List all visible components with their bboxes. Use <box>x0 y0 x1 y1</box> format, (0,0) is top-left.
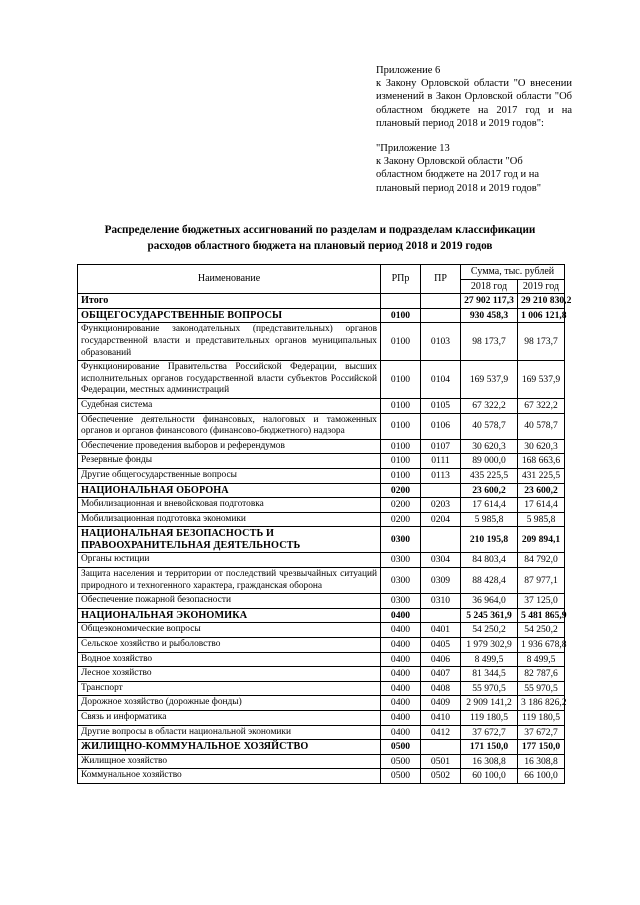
row-amount-2018-cell: 2 909 141,2 <box>461 696 518 711</box>
row-pr-cell: 0105 <box>421 398 461 413</box>
row-amount-2019-cell: 40 578,7 <box>518 413 565 439</box>
row-amount-2018-cell: 210 195,8 <box>461 527 518 553</box>
row-rpr-cell: 0400 <box>381 652 421 667</box>
row-name-cell: НАЦИОНАЛЬНАЯ ОБОРОНА <box>78 483 381 498</box>
row-amount-2018-cell: 5 985,8 <box>461 512 518 527</box>
row-rpr-cell: 0300 <box>381 527 421 553</box>
row-rpr-cell: 0400 <box>381 711 421 726</box>
row-rpr-cell: 0300 <box>381 594 421 609</box>
row-amount-2018-cell: 60 100,0 <box>461 769 518 784</box>
row-rpr-cell: 0200 <box>381 498 421 513</box>
row-amount-2019-cell: 16 308,8 <box>518 754 565 769</box>
table-row <box>78 696 565 711</box>
table-row <box>78 323 565 361</box>
row-pr-cell: 0501 <box>421 754 461 769</box>
row-pr-cell: 0309 <box>421 568 461 594</box>
row-amount-2019-cell: 29 210 830,2 <box>518 294 565 309</box>
row-rpr-cell: 0500 <box>381 754 421 769</box>
row-rpr-cell <box>381 294 421 309</box>
row-name-cell: Итого <box>78 294 381 309</box>
row-name-cell: Судебная система <box>78 398 381 413</box>
table-row <box>78 725 565 740</box>
row-name-cell: ЖИЛИЩНО-КОММУНАЛЬНОЕ ХОЗЯЙСТВО <box>78 740 381 755</box>
table-row <box>78 740 565 755</box>
row-name-cell: Транспорт <box>78 681 381 696</box>
row-name-cell: ОБЩЕГОСУДАРСТВЕННЫЕ ВОПРОСЫ <box>78 308 381 323</box>
row-pr-cell: 0406 <box>421 652 461 667</box>
page-title-line-2: расходов областного бюджета на плановый период 2018 и 2019 годов <box>147 240 493 252</box>
header-spacer <box>376 130 572 142</box>
row-rpr-cell: 0400 <box>381 681 421 696</box>
row-amount-2018-cell: 23 600,2 <box>461 483 518 498</box>
table-row <box>78 294 565 309</box>
row-amount-2019-cell: 66 100,0 <box>518 769 565 784</box>
row-amount-2019-cell: 431 225,5 <box>518 468 565 483</box>
row-pr-cell: 0103 <box>421 323 461 361</box>
row-amount-2019-cell: 55 970,5 <box>518 681 565 696</box>
row-rpr-cell: 0100 <box>381 439 421 454</box>
table-header-row <box>78 265 565 280</box>
column-header-sum: Сумма, тыс. рублей <box>461 265 565 280</box>
row-amount-2018-cell: 37 672,7 <box>461 725 518 740</box>
row-name-cell: Водное хозяйство <box>78 652 381 667</box>
row-amount-2019-cell: 98 173,7 <box>518 323 565 361</box>
row-amount-2018-cell: 435 225,5 <box>461 468 518 483</box>
row-pr-cell: 0409 <box>421 696 461 711</box>
table-row <box>78 769 565 784</box>
row-pr-cell <box>421 483 461 498</box>
row-pr-cell: 0203 <box>421 498 461 513</box>
table-row <box>78 608 565 623</box>
row-amount-2018-cell: 930 458,3 <box>461 308 518 323</box>
row-amount-2018-cell: 89 000,0 <box>461 454 518 469</box>
column-header-rpr: РПр <box>381 265 421 294</box>
table-row <box>78 527 565 553</box>
row-pr-cell: 0204 <box>421 512 461 527</box>
table-row <box>78 711 565 726</box>
row-amount-2019-cell: 8 499,5 <box>518 652 565 667</box>
row-name-cell: Резервные фонды <box>78 454 381 469</box>
row-amount-2019-cell: 1 006 121,8 <box>518 308 565 323</box>
row-amount-2018-cell: 8 499,5 <box>461 652 518 667</box>
row-name-cell: НАЦИОНАЛЬНАЯ БЕЗОПАСНОСТЬ И ПРАВООХРАНИТЕЛЬНАЯ ДЕЯТЕЛЬНОСТЬ <box>78 527 381 553</box>
row-rpr-cell: 0400 <box>381 725 421 740</box>
row-pr-cell: 0410 <box>421 711 461 726</box>
row-pr-cell <box>421 527 461 553</box>
table-row <box>78 568 565 594</box>
row-name-cell: Мобилизационная подготовка экономики <box>78 512 381 527</box>
row-amount-2019-cell: 67 322,2 <box>518 398 565 413</box>
appendix-13-number-line: "Приложение 13 <box>376 143 450 155</box>
row-rpr-cell: 0100 <box>381 398 421 413</box>
row-name-cell: Общеэкономические вопросы <box>78 623 381 638</box>
row-rpr-cell: 0400 <box>381 696 421 711</box>
row-name-cell: Другие вопросы в области национальной экономики <box>78 725 381 740</box>
table-row <box>78 413 565 439</box>
row-amount-2018-cell: 119 180,5 <box>461 711 518 726</box>
row-pr-cell <box>421 608 461 623</box>
table-head <box>78 265 565 294</box>
row-pr-cell <box>421 740 461 755</box>
row-amount-2019-cell: 209 894,1 <box>518 527 565 553</box>
row-rpr-cell: 0500 <box>381 740 421 755</box>
row-amount-2019-cell: 1 936 678,8 <box>518 638 565 653</box>
page-title-line-1: Распределение бюджетных ассигнований по разделам и подразделам классификации <box>104 224 536 236</box>
row-amount-2019-cell: 37 672,7 <box>518 725 565 740</box>
row-amount-2018-cell: 84 803,4 <box>461 553 518 568</box>
row-amount-2018-cell: 55 970,5 <box>461 681 518 696</box>
table-row <box>78 667 565 682</box>
table-row <box>78 454 565 469</box>
row-pr-cell: 0111 <box>421 454 461 469</box>
row-rpr-cell: 0100 <box>381 323 421 361</box>
row-rpr-cell: 0500 <box>381 769 421 784</box>
row-amount-2019-cell: 23 600,2 <box>518 483 565 498</box>
row-amount-2019-cell: 17 614,4 <box>518 498 565 513</box>
row-amount-2019-cell: 82 787,6 <box>518 667 565 682</box>
column-header-year-2019: 2019 год <box>518 279 565 294</box>
column-header-pr: ПР <box>421 265 461 294</box>
row-name-cell: НАЦИОНАЛЬНАЯ ЭКОНОМИКА <box>78 608 381 623</box>
table-row <box>78 498 565 513</box>
row-amount-2018-cell: 30 620,3 <box>461 439 518 454</box>
row-pr-cell: 0407 <box>421 667 461 682</box>
row-rpr-cell: 0100 <box>381 308 421 323</box>
row-amount-2018-cell: 36 964,0 <box>461 594 518 609</box>
appendix-number-line: Приложение 6 <box>376 65 441 76</box>
row-rpr-cell: 0100 <box>381 454 421 469</box>
row-pr-cell <box>421 308 461 323</box>
row-name-cell: Функционирование Правительства Российской Федерации, высших исполнительных органов государственной власти субъектов Российской Федерации, местных администраций <box>78 361 381 399</box>
row-rpr-cell: 0100 <box>381 413 421 439</box>
row-pr-cell: 0104 <box>421 361 461 399</box>
row-name-cell: Защита населения и территории от последствий чрезвычайных ситуаций природного и техногенного характера, гражданская оборона <box>78 568 381 594</box>
page-title <box>70 222 570 254</box>
row-amount-2019-cell: 177 150,0 <box>518 740 565 755</box>
row-name-cell: Сельское хозяйство и рыболовство <box>78 638 381 653</box>
row-pr-cell: 0412 <box>421 725 461 740</box>
row-rpr-cell: 0400 <box>381 623 421 638</box>
row-name-cell: Жилищное хозяйство <box>78 754 381 769</box>
row-name-cell: Лесное хозяйство <box>78 667 381 682</box>
row-rpr-cell: 0100 <box>381 468 421 483</box>
budget-allocation-table <box>77 264 572 784</box>
row-pr-cell: 0113 <box>421 468 461 483</box>
row-amount-2018-cell: 17 614,4 <box>461 498 518 513</box>
table-row <box>78 681 565 696</box>
row-amount-2019-cell: 84 792,0 <box>518 553 565 568</box>
row-amount-2019-cell: 119 180,5 <box>518 711 565 726</box>
row-rpr-cell: 0300 <box>381 568 421 594</box>
row-pr-cell: 0401 <box>421 623 461 638</box>
row-amount-2018-cell: 54 250,2 <box>461 623 518 638</box>
appendix-13-law-reference: к Закону Орловской области "Об областном бюджете на 2017 год и на плановый период 2018 и 2019 годов" <box>376 156 542 194</box>
table-row <box>78 652 565 667</box>
row-amount-2018-cell: 169 537,9 <box>461 361 518 399</box>
row-amount-2018-cell: 16 308,8 <box>461 754 518 769</box>
row-pr-cell: 0106 <box>421 413 461 439</box>
table-row <box>78 361 565 399</box>
column-header-year-2018: 2018 год <box>461 279 518 294</box>
row-name-cell: Органы юстиции <box>78 553 381 568</box>
row-name-cell: Другие общегосударственные вопросы <box>78 468 381 483</box>
appendix-reference-header <box>376 64 572 195</box>
row-pr-cell: 0304 <box>421 553 461 568</box>
row-rpr-cell: 0300 <box>381 553 421 568</box>
row-amount-2019-cell: 168 663,6 <box>518 454 565 469</box>
row-amount-2019-cell: 5 985,8 <box>518 512 565 527</box>
row-amount-2018-cell: 98 173,7 <box>461 323 518 361</box>
table-body <box>78 294 572 784</box>
row-rpr-cell: 0400 <box>381 638 421 653</box>
row-amount-2019-cell: 5 481 865,9 <box>518 608 565 623</box>
table-row <box>78 439 565 454</box>
row-name-cell: Коммунальное хозяйство <box>78 769 381 784</box>
row-rpr-cell: 0200 <box>381 512 421 527</box>
row-rpr-cell: 0200 <box>381 483 421 498</box>
row-rpr-cell: 0400 <box>381 608 421 623</box>
row-pr-cell: 0408 <box>421 681 461 696</box>
row-name-cell: Мобилизационная и вневойсковая подготовка <box>78 498 381 513</box>
row-rpr-cell: 0100 <box>381 361 421 399</box>
row-pr-cell <box>421 294 461 309</box>
row-amount-2019-cell: 169 537,9 <box>518 361 565 399</box>
row-name-cell: Обеспечение проведения выборов и референдумов <box>78 439 381 454</box>
row-amount-2018-cell: 81 344,5 <box>461 667 518 682</box>
table-row <box>78 512 565 527</box>
row-amount-2019-cell: 54 250,2 <box>518 623 565 638</box>
row-amount-2018-cell: 171 150,0 <box>461 740 518 755</box>
row-name-cell: Обеспечение пожарной безопасности <box>78 594 381 609</box>
row-name-cell: Функционирование законодательных (представительных) органов государственной власти и представительных органов муниципальных образований <box>78 323 381 361</box>
row-amount-2018-cell: 27 902 117,3 <box>461 294 518 309</box>
table-row <box>78 638 565 653</box>
row-pr-cell: 0107 <box>421 439 461 454</box>
row-pr-cell: 0502 <box>421 769 461 784</box>
row-amount-2018-cell: 40 578,7 <box>461 413 518 439</box>
table-row <box>78 623 565 638</box>
table-row <box>78 754 565 769</box>
row-amount-2018-cell: 88 428,4 <box>461 568 518 594</box>
table-row <box>78 483 565 498</box>
row-name-cell: Связь и информатика <box>78 711 381 726</box>
column-header-name: Наименование <box>78 265 381 294</box>
row-amount-2019-cell: 3 186 826,2 <box>518 696 565 711</box>
row-amount-2018-cell: 1 979 302,9 <box>461 638 518 653</box>
row-amount-2019-cell: 87 977,1 <box>518 568 565 594</box>
table-row <box>78 594 565 609</box>
row-amount-2019-cell: 30 620,3 <box>518 439 565 454</box>
table-row <box>78 553 565 568</box>
row-pr-cell: 0405 <box>421 638 461 653</box>
table-row <box>78 308 565 323</box>
budget-table-container <box>77 264 572 784</box>
row-name-cell: Дорожное хозяйство (дорожные фонды) <box>78 696 381 711</box>
row-rpr-cell: 0400 <box>381 667 421 682</box>
row-amount-2018-cell: 5 245 361,9 <box>461 608 518 623</box>
table-row <box>78 468 565 483</box>
row-pr-cell: 0310 <box>421 594 461 609</box>
appendix-law-reference: к Закону Орловской области "О внесении изменений в Закон Орловской области "Об областном бюджете на 2017 год и на плановый период 2018 и 2019 годов": <box>376 78 572 129</box>
row-name-cell: Обеспечение деятельности финансовых, налоговых и таможенных органов и органов финансового (финансово-бюджетного) надзора <box>78 413 381 439</box>
row-amount-2019-cell: 37 125,0 <box>518 594 565 609</box>
table-row <box>78 398 565 413</box>
row-amount-2018-cell: 67 322,2 <box>461 398 518 413</box>
